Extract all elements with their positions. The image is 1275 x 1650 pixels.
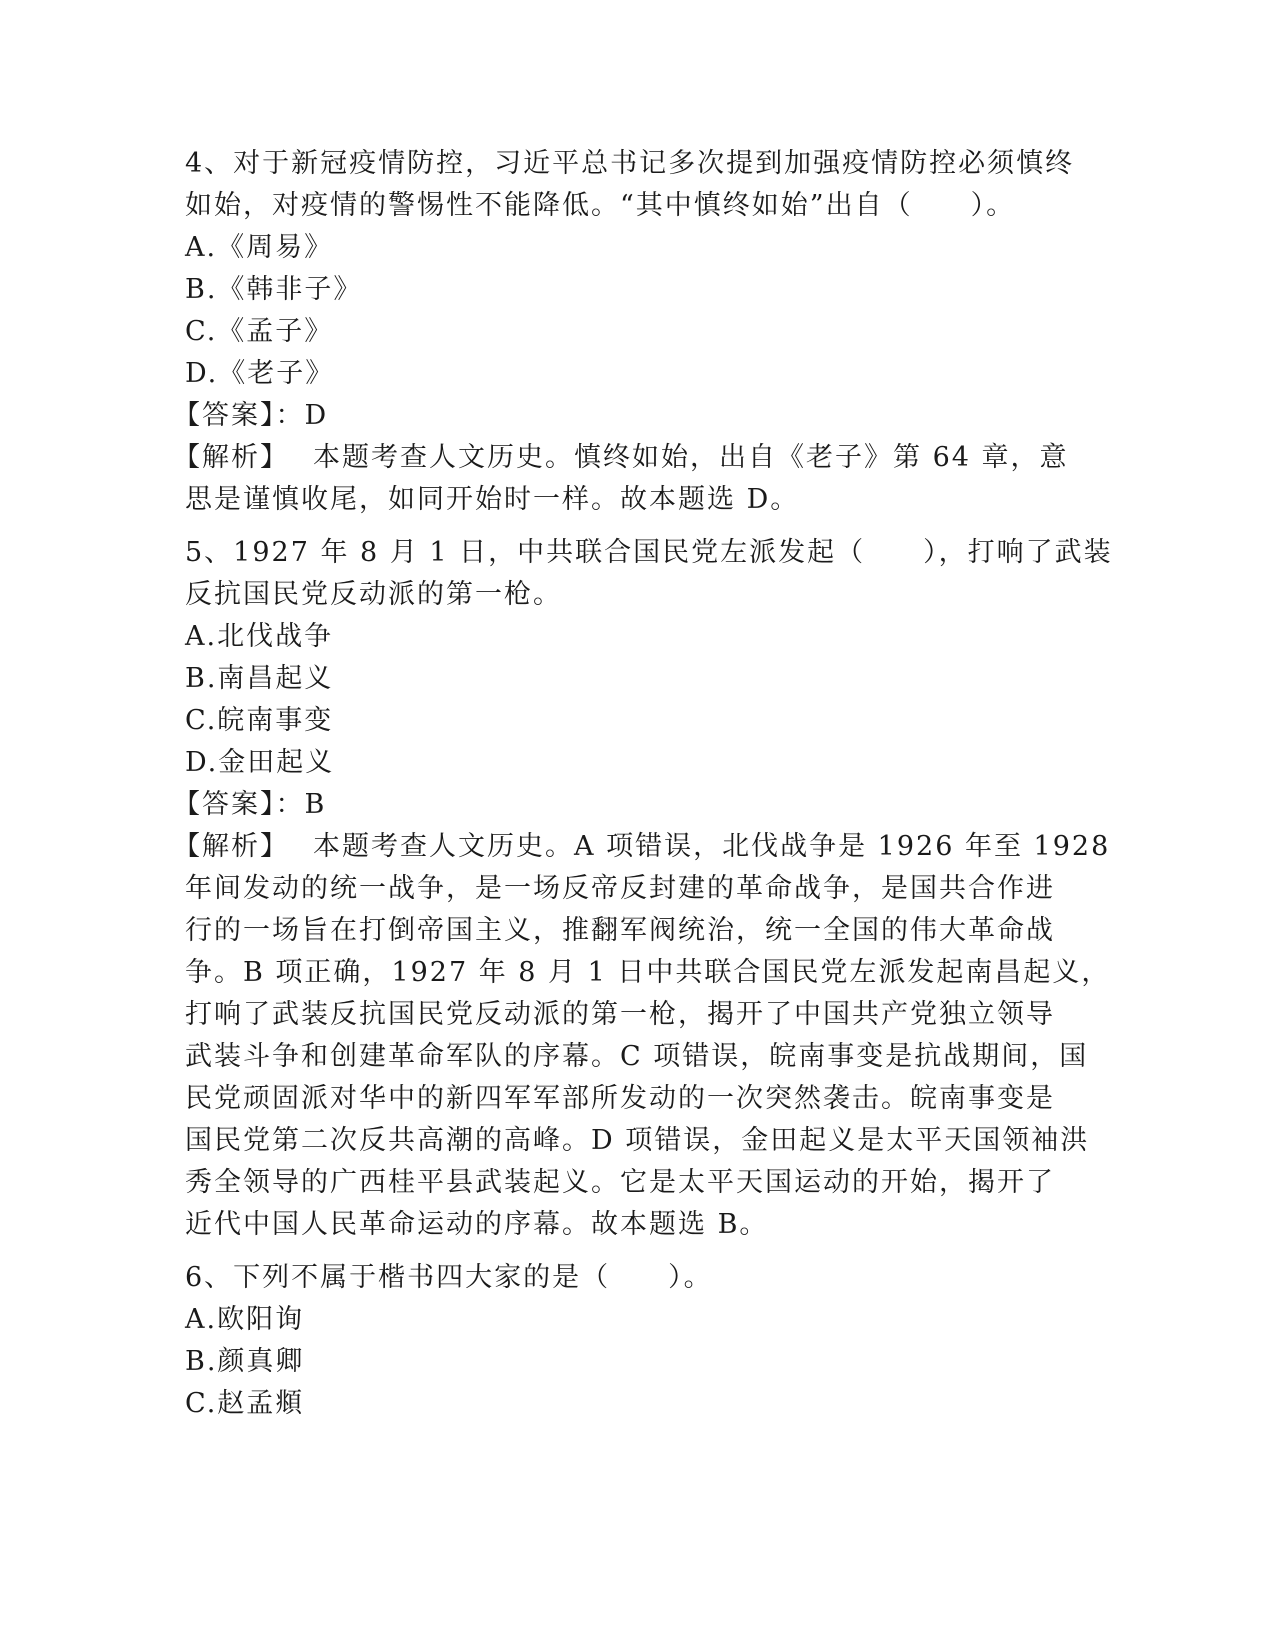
option-list bbox=[185, 227, 1080, 395]
analysis-label: 【解析】 bbox=[173, 831, 289, 862]
option-list bbox=[185, 616, 1080, 784]
stem-line: 如始，对疫情的警惕性不能降低。“其中慎终如始”出自（ ）。 bbox=[185, 190, 1016, 221]
question-4 bbox=[173, 143, 1080, 521]
answer-label: 【答案】： bbox=[173, 789, 305, 820]
analysis-line: 秀全领导的广西桂平县武装起义。它是太平天国运动的开始，揭开了 bbox=[185, 1167, 1055, 1198]
answer-value: D bbox=[304, 400, 329, 431]
answer-line bbox=[173, 395, 1080, 437]
option-b: B.颜真卿 bbox=[185, 1346, 305, 1377]
stem-line: 4、对于新冠疫情防控，习近平总书记多次提到加强疫情防控必须慎终 bbox=[185, 148, 1075, 179]
analysis-line: 年间发动的统一战争，是一场反帝反封建的革命战争，是国共合作进 bbox=[185, 873, 1055, 904]
answer-value: B bbox=[304, 789, 327, 820]
option-a: A.《周易》 bbox=[185, 232, 334, 263]
analysis-line: 近代中国人民革命运动的序幕。故本题选 B。 bbox=[185, 1209, 769, 1240]
analysis-line: 国民党第二次反共高潮的高峰。D 项错误，金田起义是太平天国领袖洪 bbox=[185, 1125, 1090, 1156]
option-c: C.皖南事变 bbox=[185, 705, 334, 736]
analysis-line: 打响了武装反抗国民党反动派的第一枪，揭开了中国共产党独立领导 bbox=[185, 999, 1055, 1030]
option-d: D.《老子》 bbox=[185, 358, 335, 389]
stem-line: 6、下列不属于楷书四大家的是（ ）。 bbox=[185, 1262, 713, 1293]
option-list bbox=[185, 1299, 1080, 1425]
analysis-text: 本题考查人文历史。A 项错误，北伐战争是 1926 年至 1928 bbox=[313, 831, 1111, 862]
option-b: B.南昌起义 bbox=[185, 663, 334, 694]
option-a: A.欧阳询 bbox=[185, 1304, 305, 1335]
option-d: D.金田起义 bbox=[185, 747, 335, 778]
option-c: C.《孟子》 bbox=[185, 316, 334, 347]
analysis-line: 武装斗争和创建革命军队的序幕。C 项错误，皖南事变是抗战期间，国 bbox=[185, 1041, 1089, 1072]
option-c: C.赵孟頫 bbox=[185, 1388, 305, 1419]
analysis-line bbox=[173, 826, 1111, 868]
analysis-text: 本题考查人文历史。慎终如始，出自《老子》第 64 章，意 bbox=[313, 442, 1069, 473]
analysis-line: 民党顽固派对华中的新四军军部所发动的一次突然袭击。皖南事变是 bbox=[185, 1083, 1055, 1114]
question-stem bbox=[185, 532, 1113, 616]
analysis-label: 【解析】 bbox=[173, 442, 289, 473]
question-6 bbox=[185, 1257, 1080, 1425]
analysis-line: 思是谨慎收尾，如同开始时一样。故本题选 D。 bbox=[185, 484, 800, 515]
answer-line bbox=[173, 784, 1080, 826]
analysis-line: 行的一场旨在打倒帝国主义，推翻军阀统治，统一全国的伟大革命战 bbox=[185, 915, 1055, 946]
analysis-block bbox=[173, 437, 1080, 521]
stem-line: 5、1927 年 8 月 1 日，中共联合国民党左派发起（ ），打响了武装 bbox=[185, 537, 1113, 568]
option-a: A.北伐战争 bbox=[185, 621, 334, 652]
question-list bbox=[173, 143, 1113, 1425]
question-5 bbox=[173, 532, 1113, 1246]
stem-line: 反抗国民党反动派的第一枪。 bbox=[185, 579, 562, 610]
option-b: B.《韩非子》 bbox=[185, 274, 363, 305]
question-stem bbox=[185, 1257, 1080, 1299]
analysis-line: 争。B 项正确，1927 年 8 月 1 日中共联合国民党左派发起南昌起义， bbox=[185, 957, 1111, 988]
analysis-block bbox=[173, 826, 1111, 1246]
analysis-line bbox=[173, 437, 1080, 479]
answer-label: 【答案】： bbox=[173, 400, 305, 431]
question-stem bbox=[185, 143, 1080, 227]
